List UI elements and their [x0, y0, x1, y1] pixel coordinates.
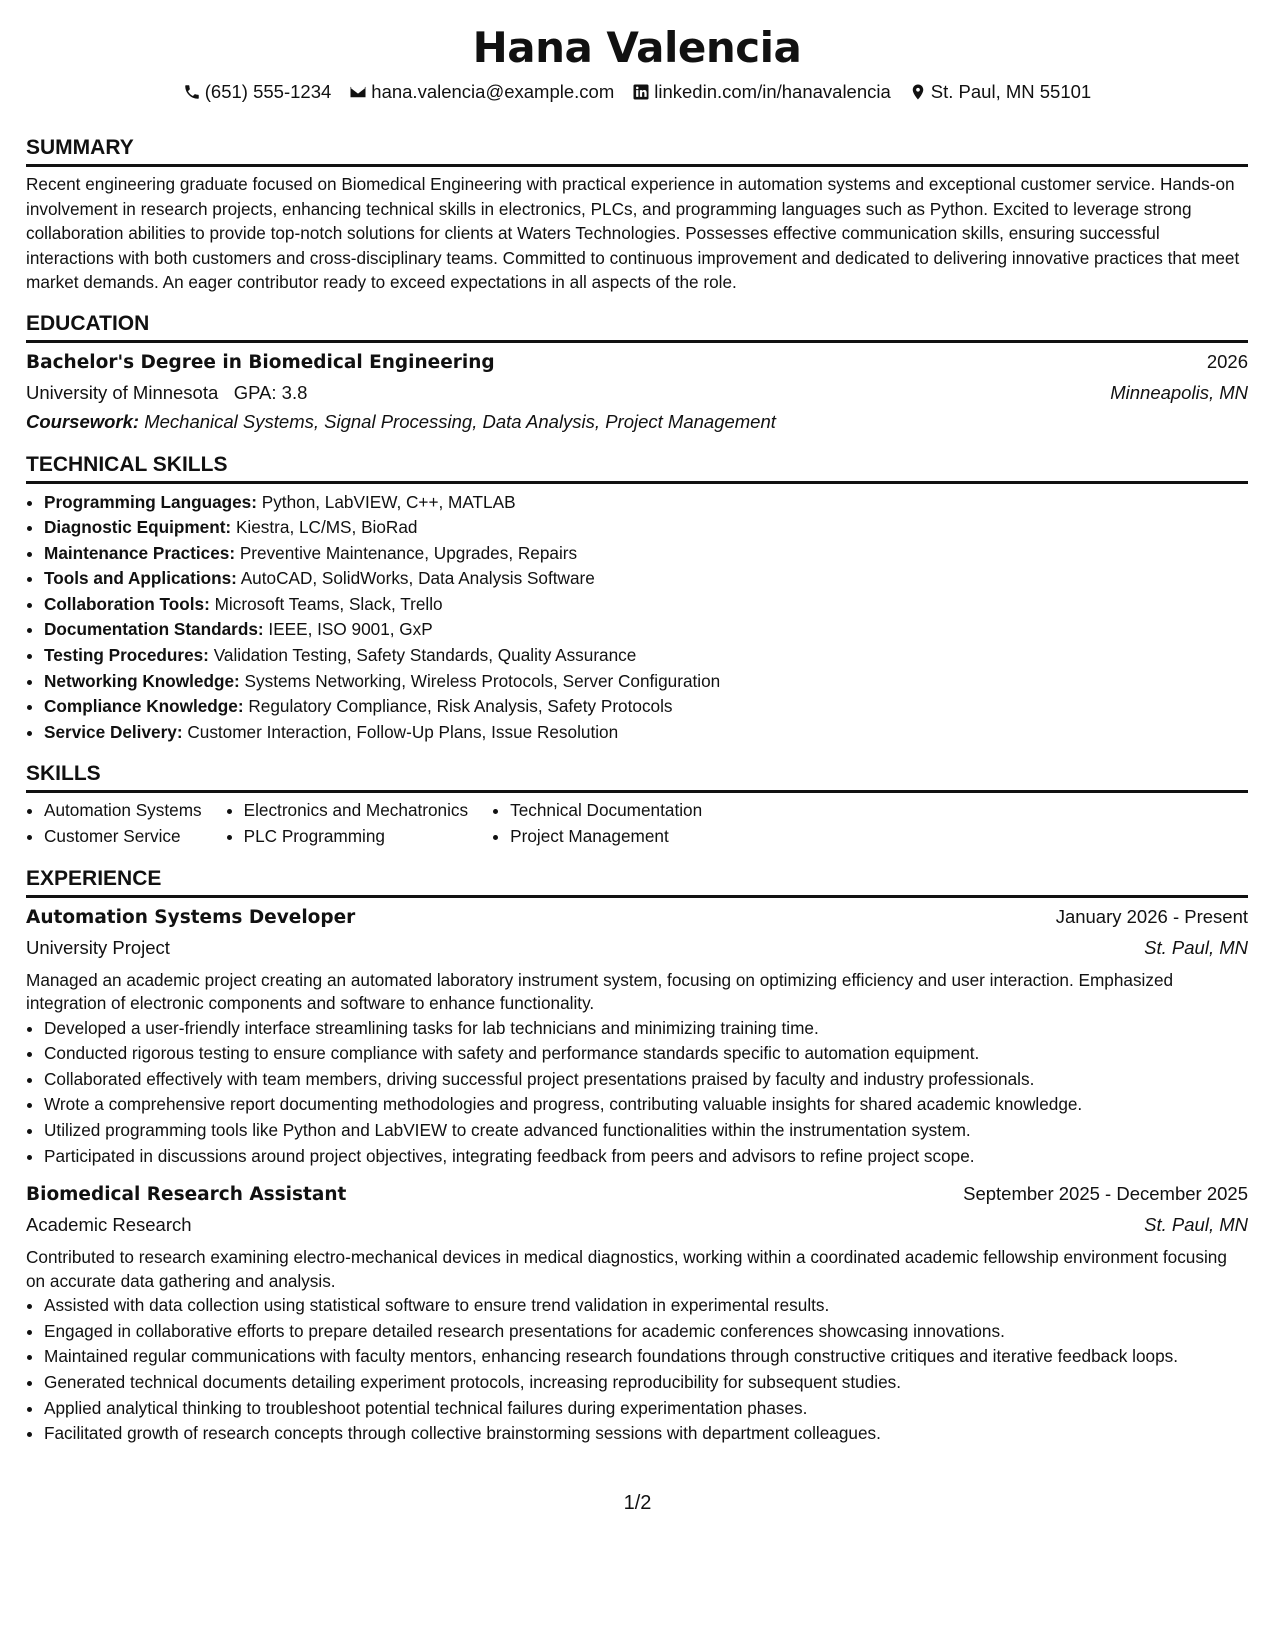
coursework-line — [26, 408, 1248, 436]
job-date: January 2026 - Present — [1055, 905, 1248, 927]
experience-subheader — [26, 1210, 1248, 1240]
experience-section — [26, 866, 1248, 1447]
gpa: GPA: 3.8 — [233, 381, 308, 403]
skill-value: Regulatory Compliance, Risk Analysis, Safety Protocols — [248, 696, 673, 717]
map-pin-icon — [909, 83, 927, 101]
envelope-icon — [349, 83, 367, 101]
job-bullets — [26, 1016, 1248, 1170]
contact-email[interactable] — [349, 79, 614, 105]
skill-value: Python, LabVIEW, C++, MATLAB — [261, 491, 516, 512]
list-item: • Facilitated growth of research concepts through collective brainstorming sessions with department colleagues. — [44, 1421, 1248, 1447]
contact-bar — [26, 79, 1248, 105]
skill-value: Systems Networking, Wireless Protocols, Server Configuration — [244, 670, 721, 691]
experience-header — [26, 902, 1248, 933]
skills-column-3 — [492, 798, 702, 849]
phone-icon — [183, 83, 201, 101]
email-text[interactable]: hana.valencia@example.com — [371, 81, 615, 102]
experience-subheader — [26, 933, 1248, 963]
job-org: University Project — [26, 936, 170, 958]
list-item: • Wrote a comprehensive report documenting methodologies and progress, contributing valuable insights for shared academic knowledge. — [44, 1092, 1248, 1118]
skill-label: Documentation Standards: — [44, 619, 264, 640]
job-description: Contributed to research examining electro-mechanical devices in medical diagnostics, working within a coordinated academic fellowship environment focusing on accurate data gathering and analysis. — [26, 1247, 1227, 1291]
graduation-year: 2026 — [1206, 350, 1248, 372]
education-row-1 — [26, 347, 1248, 378]
skill-label: Tools and Applications: — [44, 568, 237, 589]
coursework-text: Mechanical Systems, Signal Processing, Data Analysis, Project Management — [144, 410, 776, 432]
technical-skills-section — [26, 452, 1248, 746]
linkedin-text[interactable]: linkedin.com/in/hanavalencia — [654, 81, 891, 102]
list-item — [44, 515, 1248, 541]
job-location: St. Paul, MN — [1144, 936, 1248, 958]
skills-section — [26, 761, 1248, 849]
skill-label: Compliance Knowledge: — [44, 696, 244, 717]
list-item: • Technical Documentation — [510, 798, 702, 824]
phone-text: (651) 555-1234 — [204, 81, 332, 102]
degree: Bachelor's Degree in Biomedical Engineering — [26, 351, 495, 373]
skills-grid — [26, 798, 1248, 849]
candidate-name: Hana Valencia — [472, 23, 802, 72]
list-item: • Assisted with data collection using statistical software to ensure trend validation in experimental results. — [44, 1293, 1248, 1319]
list-item: • Developed a user-friendly interface streamlining tasks for lab technicians and minimizing training time. — [44, 1016, 1248, 1042]
technical-skills-list — [26, 490, 1248, 746]
job-org: Academic Research — [26, 1214, 192, 1236]
skill-label: Service Delivery: — [44, 721, 183, 742]
school-location: Minneapolis, MN — [1110, 381, 1248, 403]
section-title-experience: EXPERIENCE — [26, 866, 1248, 898]
list-item: • Applied analytical thinking to troubleshoot potential technical failures during experimentation phases. — [44, 1396, 1248, 1422]
skill-label: Maintenance Practices: — [44, 542, 236, 563]
resume-page — [26, 20, 1248, 1447]
job-location: St. Paul, MN — [1144, 1214, 1248, 1236]
skills-column-1 — [26, 798, 202, 849]
skill-value: Preventive Maintenance, Upgrades, Repairs — [239, 542, 578, 563]
list-item: • Engaged in collaborative efforts to prepare detailed research presentations for academic conferences showcasing innovations. — [44, 1319, 1248, 1345]
experience-header — [26, 1179, 1248, 1210]
skill-label: Networking Knowledge: — [44, 670, 240, 691]
list-item — [44, 541, 1248, 567]
list-item: • Maintained regular communications with faculty mentors, enhancing research foundations through constructive critiques and iterative feedback loops. — [44, 1344, 1248, 1370]
list-item: • Electronics and Mechatronics — [244, 798, 469, 824]
coursework-label: Coursework: — [26, 410, 140, 432]
summary-section — [26, 135, 1248, 295]
experience-entry — [26, 902, 1248, 1170]
list-item — [44, 643, 1248, 669]
school-line — [26, 378, 307, 408]
skill-label: Programming Languages: — [44, 491, 257, 512]
list-item: • Automation Systems — [44, 798, 202, 824]
section-title-technical-skills: TECHNICAL SKILLS — [26, 452, 1248, 484]
school-name: University of Minnesota — [26, 381, 219, 403]
job-date: September 2025 - December 2025 — [963, 1183, 1248, 1205]
list-item: • Participated in discussions around project objectives, integrating feedback from peers and advisors to refine project scope. — [44, 1144, 1248, 1170]
section-title-education: EDUCATION — [26, 311, 1248, 343]
list-item: • PLC Programming — [244, 824, 469, 850]
summary-text: Recent engineering graduate focused on Biomedical Engineering with practical experience in automation systems and exceptional customer service. Hands-on involvement in research projects, enhancing technical skills in electronics, PLCs, and programming languages such as Python. Excited to leverage strong collaboration abilities to provide top-notch solutions for clients at Waters Technologies. Possesses effective communication skills, ensuring successful interactions with both customers and cross-disciplinary teams. Committed to continuous improvement and dedicated to delivering innovative practices that meet market demands. An eager contributor ready to exceed expectations in all aspects of the role. — [26, 174, 1240, 292]
job-title: Automation Systems Developer — [26, 906, 356, 928]
job-title: Biomedical Research Assistant — [26, 1184, 347, 1206]
skill-label: Collaboration Tools: — [44, 593, 210, 614]
list-item: • Conducted rigorous testing to ensure compliance with safety and performance standards specific to automation equipment. — [44, 1041, 1248, 1067]
skill-value: IEEE, ISO 9001, GxP — [268, 619, 433, 640]
list-item: • Customer Service — [44, 824, 202, 850]
job-description: Managed an academic project creating an automated laboratory instrument system, focusing on optimizing efficiency and user interaction. Emphasized integration of electronic components and software to enhance functionality. — [26, 969, 1174, 1014]
linkedin-icon — [632, 83, 650, 101]
skill-label: Diagnostic Equipment: — [44, 517, 232, 538]
location-text: St. Paul, MN 55101 — [930, 81, 1092, 102]
page-number: 1/2 — [623, 1492, 652, 1514]
list-item — [44, 617, 1248, 643]
skill-value: Validation Testing, Safety Standards, Quality Assurance — [213, 645, 637, 666]
list-item — [44, 566, 1248, 592]
experience-entry — [26, 1179, 1248, 1447]
skills-column-2 — [226, 798, 469, 849]
list-item: • Generated technical documents detailing experiment protocols, increasing reproducibility for subsequent studies. — [44, 1370, 1248, 1396]
skill-value: AutoCAD, SolidWorks, Data Analysis Software — [240, 568, 595, 589]
list-item — [44, 669, 1248, 695]
list-item — [44, 592, 1248, 618]
list-item — [44, 694, 1248, 720]
skill-value: Microsoft Teams, Slack, Trello — [214, 593, 443, 614]
skill-value: Kiestra, LC/MS, BioRad — [235, 517, 418, 538]
education-section — [26, 311, 1248, 436]
skill-label: Testing Procedures: — [44, 645, 209, 666]
list-item — [44, 490, 1248, 516]
list-item: • Utilized programming tools like Python and LabVIEW to create advanced functionalities within the instrumentation system. — [44, 1118, 1248, 1144]
job-bullets — [26, 1293, 1248, 1447]
section-title-skills: SKILLS — [26, 761, 1248, 793]
contact-linkedin[interactable] — [632, 79, 891, 105]
contact-location — [909, 79, 1091, 105]
list-item — [44, 720, 1248, 746]
contact-phone — [183, 79, 332, 105]
section-title-summary: SUMMARY — [26, 135, 1248, 167]
list-item: • Project Management — [510, 824, 702, 850]
list-item: • Collaborated effectively with team members, driving successful project presentations praised by faculty and industry professionals. — [44, 1067, 1248, 1093]
education-row-2 — [26, 378, 1248, 408]
skill-value: Customer Interaction, Follow-Up Plans, Issue Resolution — [187, 721, 619, 742]
